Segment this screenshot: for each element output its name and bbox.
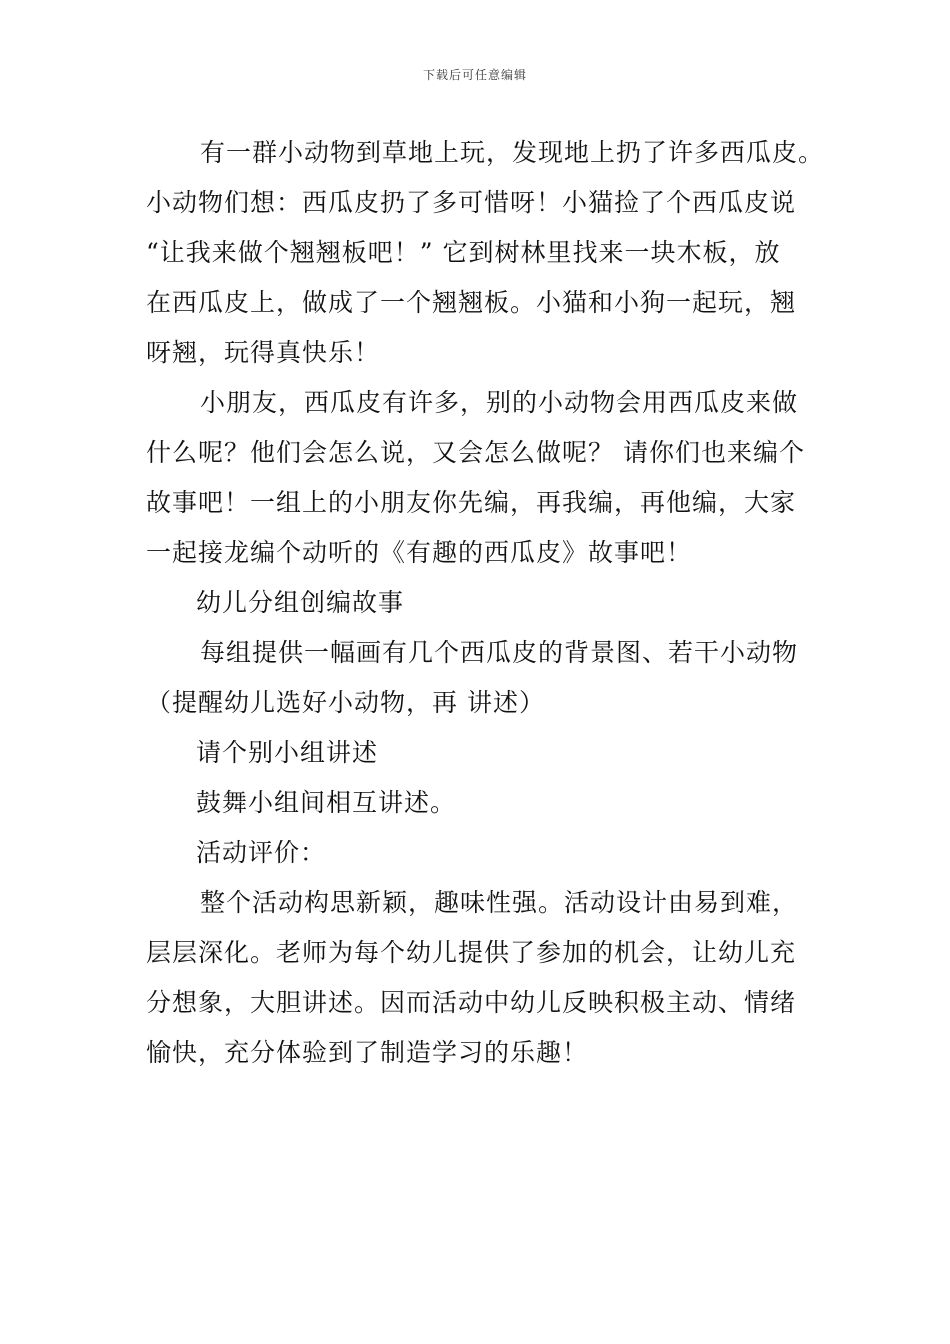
text-line: 什么呢？他们会怎么说，又会怎么做呢？ 请你们也来编个 [146,438,805,467]
text-line: 在西瓜皮上，做成了一个翘翘板。小猫和小狗一起玩，翘 [146,288,797,317]
text-line: 小动物们想：西瓜皮扔了多可惜呀！小猫捡了个西瓜皮说 [146,188,797,217]
text-line: 请个别小组讲述 [196,738,379,767]
header-note: 下载后可任意编辑 [422,68,527,82]
text-line: 分想象，大胆讲述。因而活动中幼儿反映积极主动、情绪 [146,988,797,1017]
text-line: 鼓舞小组间相互讲述。 [196,788,457,817]
text-line: 每组提供一幅画有几个西瓜皮的背景图、若干小动物 [200,638,799,667]
text-line: 一起接龙编个动听的《有趣的西瓜皮》故事吧！ [146,538,693,567]
text-line: 故事吧！一组上的小朋友你先编，再我编，再他编，大家 [146,488,797,517]
text-line: （提醒幼儿选好小动物，再 讲述） [146,688,545,717]
text-line: 幼儿分组创编故事 [196,588,405,617]
text-line: 小朋友，西瓜皮有许多，别的小动物会用西瓜皮来做 [200,388,799,417]
document-body [146,128,825,1078]
text-line: “让我来做个翘翘板吧！” 它到树林里找来一块木板，放 [146,238,781,267]
text-line: 层层深化。老师为每个幼儿提供了参加的机会，让幼儿充 [146,938,797,967]
text-line: 活动评价： [196,838,327,867]
text-line: 整个活动构思新颖，趣味性强。活动设计由易到难， [200,888,799,917]
text-line: 呀翘，玩得真快乐！ [146,338,381,367]
text-line: 愉快，充分体验到了制造学习的乐趣！ [146,1038,589,1067]
text-line: 有一群小动物到草地上玩，发现地上扔了许多西瓜皮。 [200,138,825,167]
